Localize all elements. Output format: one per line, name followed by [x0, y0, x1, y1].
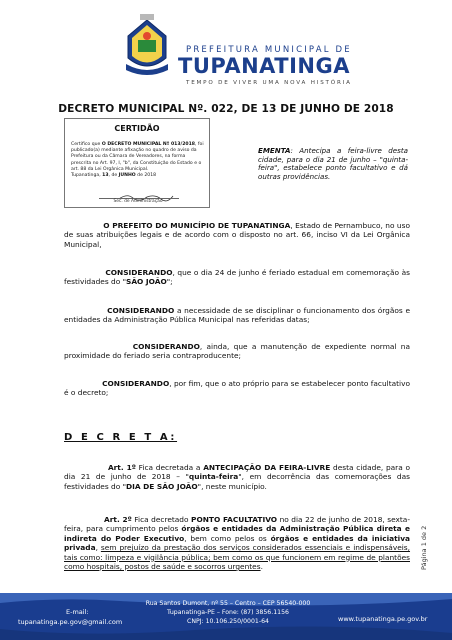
footer-email-label: E-mail: — [66, 608, 89, 616]
footer-address — [138, 599, 318, 626]
page-number: Página 1 de 2 — [420, 525, 428, 570]
certidao-text-bold: O DECRETO MUNICIPAL Nº 013/2018 — [101, 142, 196, 147]
article-text: , bem como pelos os — [184, 533, 271, 543]
article-bold: PONTO FACULTATIVO — [191, 515, 278, 524]
ementa-label: EMENTA — [258, 146, 291, 155]
article-label: Art. 1º — [107, 463, 136, 472]
considerando-4 — [64, 379, 410, 398]
considerando-text: , ainda, que a manutenção de expediente normal na proximidade do feriado seria contraproducente; — [64, 342, 410, 361]
footer-email[interactable]: tupanatinga.pe.gov@gmail.com — [18, 618, 123, 626]
article-bold: órgãos e entidades da Administração Pública direta e indireta do Poder Executivo — [64, 524, 410, 543]
decreta-heading: D E C R E T A: — [64, 432, 178, 443]
article-bold: órgãos e entidades da iniciativa privada — [64, 533, 410, 553]
signature-label: Sec. de Administração — [113, 199, 163, 204]
article-underlined: sem prejuízo da prestação dos serviços considerados essenciais e indispensáveis, tais como: limpeza e vigilância pública; bem como os que funcionem em regime de plantões como hospitais, postos de saúde e socorros urgentes — [64, 543, 411, 572]
certidao-text-1: Certifico que — [71, 142, 102, 147]
motto: TEMPO DE VIVER UMA NOVA HISTÓRIA — [186, 80, 352, 86]
considerando-2 — [64, 306, 410, 325]
considerando-3 — [64, 342, 410, 361]
considerando-label: CONSIDERANDO — [105, 268, 173, 277]
city-name: TUPANATINGA — [178, 54, 350, 78]
article-1 — [64, 463, 410, 491]
letterhead — [0, 0, 452, 100]
considerando-text-end: "; — [166, 277, 173, 287]
article-text: , — [95, 543, 101, 553]
certidao-date-day: 13 — [102, 173, 109, 179]
article-text: no dia 22 de junho de 2018, sexta-feira, para cumprimento pelos — [64, 515, 410, 534]
certidao-date-prefix: Tupanatinga, — [71, 173, 103, 179]
considerando-text: , por fim, que o ato próprio para se estabelecer ponto facultativo é o decreto; — [64, 379, 411, 398]
considerando-bold: SÃO JOÃO — [126, 277, 167, 287]
certidao-title: CERTIDÃO — [114, 124, 160, 133]
ementa — [258, 147, 408, 181]
coat-of-arms-logo — [124, 14, 170, 80]
article-2 — [64, 515, 410, 571]
page-title: DECRETO MUNICIPAL Nº. 022, DE 13 DE JUNHO DE 2018 — [58, 103, 394, 115]
article-text: ", neste município. — [197, 481, 267, 491]
certidao-date-month: JUNHO — [118, 173, 136, 179]
article-text: Fica decretada a — [135, 463, 204, 472]
footer-address-line-2: Tupanatinga-PE – Fone: (87) 3856.1156 — [167, 609, 289, 616]
considerando-label: CONSIDERANDO — [107, 306, 175, 315]
preamble-text: , Estado de Pernambuco, no uso de suas atribuições legais e de acordo com o disposto no art. 66, inciso VI da Lei Orgânica Municipal, — [64, 221, 410, 249]
considerando-text: , que o dia 24 de junho é feriado estadual em comemoração às festividades do " — [64, 268, 410, 287]
certidao-text — [71, 142, 205, 179]
considerando-1 — [64, 268, 410, 287]
footer-website[interactable]: www.tupanatinga.pe.gov.br — [338, 615, 428, 623]
certidao-date-mid: , de — [108, 173, 119, 179]
preamble — [64, 221, 410, 249]
article-text: . — [260, 562, 263, 572]
certidao-date-suffix: de 2018 — [135, 173, 157, 179]
considerando-text: a necessidade de se disciplinar o funcionamento dos órgãos e entidades da Administração Pública Municipal nas referidas datas; — [64, 306, 410, 325]
article-bold: quinta-feira — [188, 472, 239, 482]
certidao-box — [64, 118, 210, 208]
preamble-bold: O PREFEITO DO MUNICÍPIO DE TUPANATINGA — [103, 221, 291, 230]
article-text: ", em decorrência das comemorações das festividades do " — [64, 472, 410, 491]
ementa-text: : Antecipa a feira-livre desta cidade, para o dia 21 de junho – "quinta-feira", estabelece ponto facultativo e dá outras providências. — [258, 146, 408, 181]
footer-cnpj: CNPJ: 10.106.250/0001-64 — [187, 618, 269, 625]
considerando-label: CONSIDERANDO — [132, 342, 200, 351]
footer-address-line-1: Rua Santos Dumont, nº 55 – Centro – CEP 56540-000 — [145, 600, 311, 607]
certidao-text-2: , foi publicado(a) mediante afixação no quadro de aviso da Prefeitura ou da Câmara de Vereadores, na forma prescrita no Art. 97, I, "b", da Constituição do Estado e o art. 88 da Lei Orgânica Municipal. — [71, 142, 204, 172]
considerando-label: CONSIDERANDO — [102, 379, 170, 388]
article-text: desta cidade, para o dia 21 de junho de 2018 – " — [64, 463, 411, 482]
article-text: Fica decretado — [131, 515, 192, 524]
article-bold: DIA DE SÃO JOÃO — [126, 481, 198, 491]
article-label: Art. 2º — [104, 515, 132, 524]
org-line: PREFEITURA MUNICIPAL DE — [186, 45, 352, 55]
article-bold: ANTECIPAÇÃO DA FEIRA-LIVRE — [203, 463, 331, 472]
